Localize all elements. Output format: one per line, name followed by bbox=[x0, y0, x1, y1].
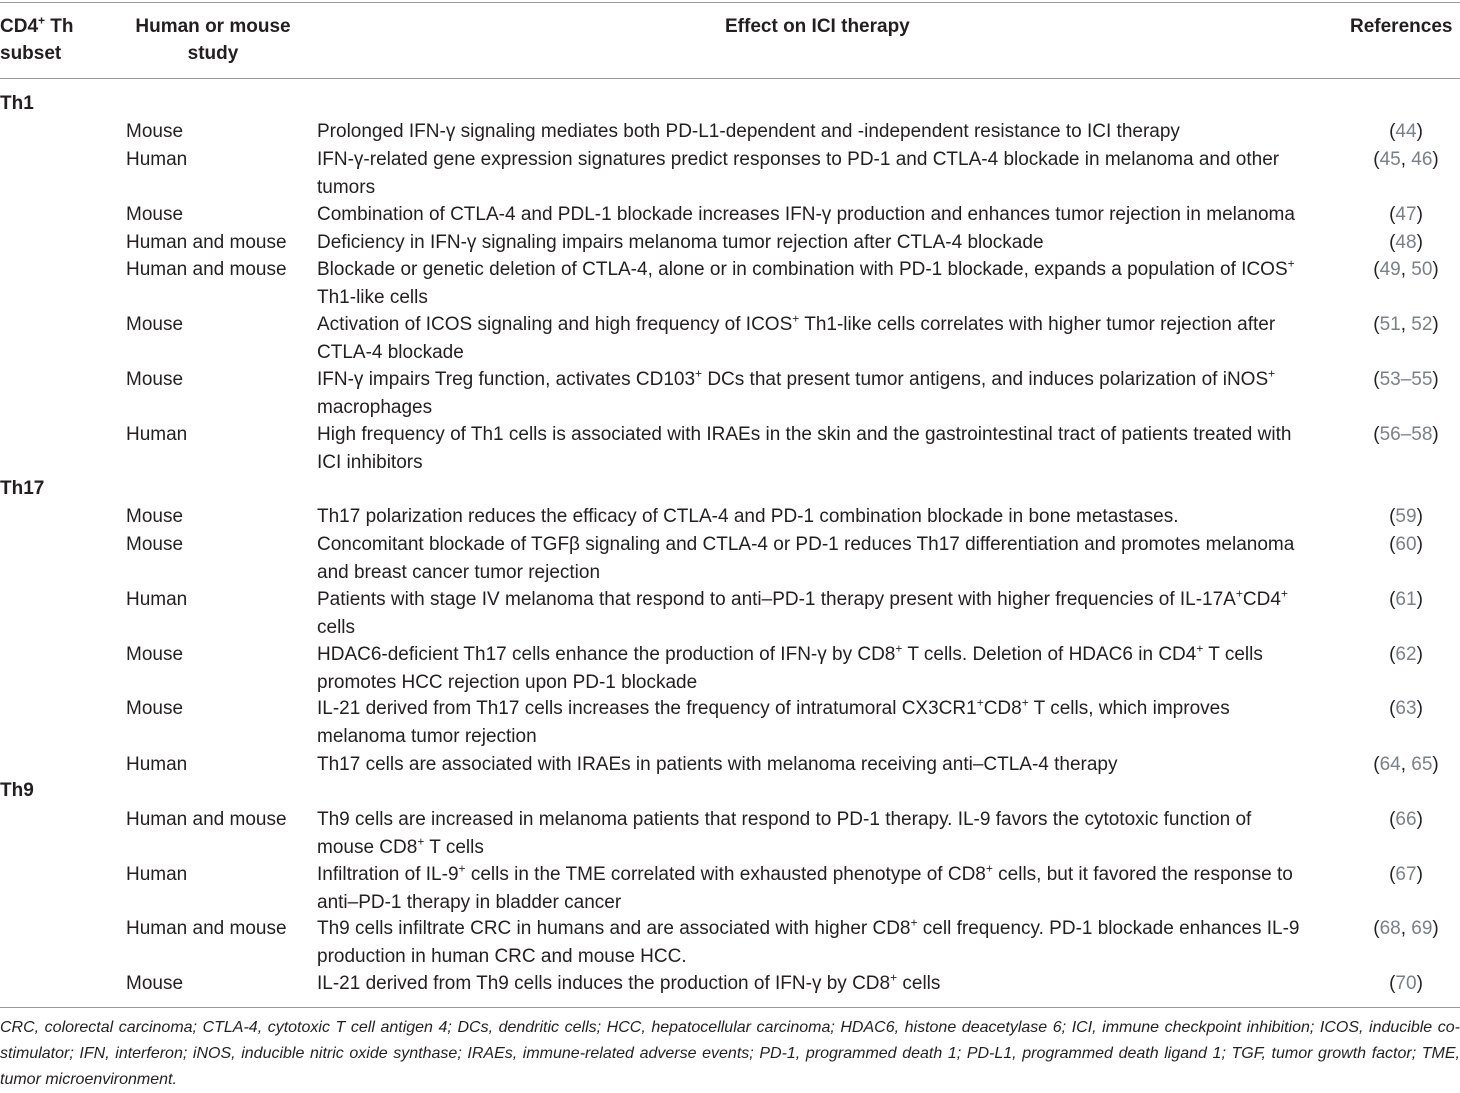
superscript: + bbox=[458, 861, 466, 876]
effect-text-fragment: IL-21 derived from Th17 cells increases the frequency of intratumoral CX3CR1 bbox=[317, 698, 977, 719]
superscript: + bbox=[1268, 366, 1276, 381]
study-type: Mouse bbox=[126, 204, 184, 225]
effect-text-fragment: production in human CRC and mouse HCC. bbox=[317, 945, 687, 967]
references: (53–55) bbox=[1373, 369, 1439, 390]
superscript: + bbox=[890, 970, 898, 985]
effect-text-fragment: CD4 bbox=[1242, 589, 1281, 610]
effect-text-fragment: IFN-γ-related gene expression signatures predict responses to PD-1 and CTLA-4 blockade in melanoma and other bbox=[317, 149, 1280, 170]
references: (66) bbox=[1389, 809, 1423, 830]
study-type: Human bbox=[126, 864, 188, 885]
superscript: + bbox=[1235, 586, 1243, 601]
table-footnote: CRC, colorectal carcinoma; CTLA-4, cytotoxic T cell antigen 4; DCs, dendritic cells; HCC, hepatocellular carcinoma; HDAC6, histone deacetylase 6; ICI, immune checkpoint inhibition; ICOS, inducible co-stimulator; IFN, interferon; iNOS, inducible nitric oxide synthase; IRAEs, immune-related adverse events; PD-1, programmed death 1; PD-L1, programmed death ligand 1; TGF, tumor growth factor; TME, tumor microenvironment. bbox=[0, 1019, 1460, 1088]
references: (60) bbox=[1389, 534, 1423, 555]
effect-text-fragment: macrophages bbox=[317, 396, 433, 418]
header-cd4-subset: CD4+ Th subset bbox=[0, 13, 74, 64]
header-human-or-mouse: Human or mouse study bbox=[135, 16, 291, 64]
reference-link[interactable]: 63 bbox=[1395, 698, 1417, 719]
effect-text bbox=[317, 695, 1357, 750]
reference-link[interactable]: 70 bbox=[1395, 973, 1417, 994]
effect-text-fragment: ICI inhibitors bbox=[317, 451, 423, 473]
reference-link[interactable]: 66 bbox=[1395, 809, 1417, 830]
effect-text-fragment: Th9 cells are increased in melanoma patients that respond to PD-1 therapy. IL-9 favors the cytotoxic function of bbox=[317, 809, 1252, 830]
superscript: + bbox=[417, 834, 425, 849]
effect-text bbox=[317, 311, 1357, 366]
effect-text bbox=[317, 970, 1357, 998]
effect-text-fragment: Th9 cells infiltrate CRC in humans and are associated with higher CD8 bbox=[317, 918, 911, 939]
effect-text-fragment: Prolonged IFN-γ signaling mediates both PD-L1-dependent and -independent resistance to ICI therapy bbox=[317, 121, 1180, 142]
effect-text-fragment: Th1-like cells correlates with higher tumor rejection after bbox=[799, 314, 1276, 335]
effect-text bbox=[317, 861, 1357, 916]
effect-text-fragment: cell frequency. PD-1 blockade enhances IL-9 bbox=[917, 918, 1300, 939]
references: (68, 69) bbox=[1373, 918, 1439, 939]
reference-link[interactable]: 46 bbox=[1411, 149, 1433, 170]
reference-link[interactable]: 59 bbox=[1395, 506, 1417, 527]
header-bottom-rule bbox=[0, 78, 1460, 79]
references: (47) bbox=[1389, 204, 1423, 225]
effect-text bbox=[317, 201, 1357, 229]
reference-link[interactable]: 52 bbox=[1411, 314, 1433, 335]
effect-text-fragment: cells, but it favored the response to bbox=[992, 864, 1293, 885]
effect-text bbox=[317, 229, 1357, 257]
effect-text-fragment: Blockade or genetic deletion of CTLA-4, alone or in combination with PD-1 blockade, expands a population of ICOS bbox=[317, 259, 1288, 280]
effect-text-fragment: and breast cancer tumor rejection bbox=[317, 561, 601, 583]
effect-text bbox=[317, 915, 1357, 970]
header-effect: Effect on ICI therapy bbox=[725, 16, 910, 37]
study-type: Human and mouse bbox=[126, 809, 287, 830]
reference-link[interactable]: 47 bbox=[1395, 204, 1417, 225]
superscript: + bbox=[1021, 695, 1029, 710]
effect-text bbox=[317, 806, 1357, 861]
reference-link[interactable]: 50 bbox=[1411, 259, 1433, 280]
effect-text bbox=[317, 531, 1357, 586]
reference-link[interactable]: 68 bbox=[1379, 918, 1401, 939]
effect-text-fragment: Th17 cells are associated with IRAEs in patients with melanoma receiving anti–CTLA-4 therapy bbox=[317, 754, 1118, 775]
effect-text-fragment: anti–PD-1 therapy in bladder cancer bbox=[317, 891, 622, 913]
references: (44) bbox=[1389, 121, 1423, 142]
study-type: Mouse bbox=[126, 369, 184, 390]
references: (63) bbox=[1389, 698, 1423, 719]
reference-link[interactable]: 44 bbox=[1395, 121, 1417, 142]
references: (48) bbox=[1389, 232, 1423, 253]
study-type: Mouse bbox=[126, 973, 184, 994]
study-type: Human and mouse bbox=[126, 259, 287, 280]
reference-link[interactable]: 45 bbox=[1379, 149, 1401, 170]
effect-text-fragment: T cells bbox=[424, 836, 484, 858]
superscript: + bbox=[1287, 256, 1295, 271]
effect-text bbox=[317, 146, 1357, 201]
section-th17: Th17 bbox=[0, 478, 45, 499]
effect-text-fragment: melanoma tumor rejection bbox=[317, 725, 537, 747]
references: (56–58) bbox=[1373, 424, 1439, 445]
section-th1: Th1 bbox=[0, 93, 34, 114]
reference-link[interactable]: 48 bbox=[1395, 232, 1417, 253]
effect-text-fragment: CTLA-4 blockade bbox=[317, 341, 464, 363]
study-type: Mouse bbox=[126, 644, 184, 665]
effect-text bbox=[317, 751, 1357, 779]
references: (59) bbox=[1389, 506, 1423, 527]
table-bottom-rule bbox=[0, 1007, 1460, 1008]
references: (45, 46) bbox=[1373, 149, 1439, 170]
reference-link[interactable]: 65 bbox=[1411, 754, 1433, 775]
effect-text-fragment: cells in the TME correlated with exhausted phenotype of CD8 bbox=[465, 864, 986, 885]
superscript: + bbox=[1280, 586, 1288, 601]
reference-link[interactable]: 61 bbox=[1395, 589, 1417, 610]
study-type: Human bbox=[126, 589, 188, 610]
reference-link[interactable]: 53–55 bbox=[1379, 369, 1433, 390]
reference-link[interactable]: 51 bbox=[1379, 314, 1401, 335]
effect-text bbox=[317, 256, 1357, 311]
references: (61) bbox=[1389, 589, 1423, 610]
study-type: Mouse bbox=[126, 121, 184, 142]
references: (51, 52) bbox=[1373, 314, 1439, 335]
reference-link[interactable]: 49 bbox=[1379, 259, 1401, 280]
reference-link[interactable]: 69 bbox=[1411, 918, 1433, 939]
effect-text bbox=[317, 586, 1357, 641]
effect-text-fragment: T cells. Deletion of HDAC6 in CD4 bbox=[902, 644, 1197, 665]
superscript: + bbox=[695, 366, 703, 381]
effect-text-fragment: Patients with stage IV melanoma that respond to anti–PD-1 therapy present with higher frequencies of IL-17A bbox=[317, 589, 1236, 610]
effect-text-fragment: Concomitant blockade of TGFβ signaling and CTLA-4 or PD-1 reduces Th17 differentiation and promotes melanoma bbox=[317, 534, 1295, 555]
superscript: + bbox=[976, 695, 984, 710]
effect-text-fragment: IL-21 derived from Th9 cells induces the production of IFN-γ by CD8 bbox=[317, 973, 891, 994]
effect-text bbox=[317, 366, 1357, 421]
references: (62) bbox=[1389, 644, 1423, 665]
effect-text bbox=[317, 503, 1357, 531]
section-th9: Th9 bbox=[0, 780, 34, 801]
reference-link[interactable]: 62 bbox=[1395, 644, 1417, 665]
references: (49, 50) bbox=[1373, 259, 1439, 280]
effect-text-fragment: Combination of CTLA-4 and PDL-1 blockade increases IFN-γ production and enhances tumor rejection in melanoma bbox=[317, 204, 1295, 225]
effect-text-fragment: cells bbox=[317, 616, 356, 638]
superscript: + bbox=[985, 861, 993, 876]
effect-text-fragment: IFN-γ impairs Treg function, activates CD103 bbox=[317, 369, 696, 390]
study-type: Mouse bbox=[126, 698, 184, 719]
header-references: References bbox=[1350, 16, 1453, 37]
effect-text-fragment: T cells, which improves bbox=[1028, 698, 1230, 719]
effect-text-fragment: Activation of ICOS signaling and high frequency of ICOS bbox=[317, 314, 793, 335]
study-type: Mouse bbox=[126, 506, 184, 527]
effect-text-fragment: Deficiency in IFN-γ signaling impairs melanoma tumor rejection after CTLA-4 blockade bbox=[317, 232, 1044, 253]
effect-text bbox=[317, 118, 1357, 146]
table-top-rule bbox=[0, 2, 1460, 3]
references: (70) bbox=[1389, 973, 1423, 994]
study-type: Mouse bbox=[126, 314, 184, 335]
reference-link[interactable]: 64 bbox=[1379, 754, 1401, 775]
effect-text bbox=[317, 641, 1357, 696]
effect-text-fragment: High frequency of Th1 cells is associated with IRAEs in the skin and the gastrointestinal tract of patients treated with bbox=[317, 424, 1292, 445]
effect-text-fragment: cells bbox=[897, 973, 941, 994]
effect-text-fragment: tumors bbox=[317, 176, 376, 198]
effect-text-fragment: promotes HCC rejection upon PD-1 blockade bbox=[317, 671, 698, 693]
effect-text-fragment: DCs that present tumor antigens, and induces polarization of iNOS bbox=[702, 369, 1269, 390]
references: (67) bbox=[1389, 864, 1423, 885]
study-type: Human bbox=[126, 424, 188, 445]
superscript: + bbox=[1196, 641, 1204, 656]
superscript: + bbox=[792, 311, 800, 326]
effect-text bbox=[317, 421, 1357, 476]
effect-text-fragment: T cells bbox=[1203, 644, 1263, 665]
references: (64, 65) bbox=[1373, 754, 1439, 775]
study-type: Human bbox=[126, 754, 188, 775]
effect-text-fragment: mouse CD8 bbox=[317, 836, 418, 858]
study-type: Human bbox=[126, 149, 188, 170]
effect-text-fragment: Th1-like cells bbox=[317, 286, 428, 308]
effect-text-fragment: Th17 polarization reduces the efficacy of CTLA-4 and PD-1 combination blockade in bone metastases. bbox=[317, 506, 1179, 527]
study-type: Human and mouse bbox=[126, 232, 287, 253]
superscript: + bbox=[910, 915, 918, 930]
reference-link[interactable]: 67 bbox=[1395, 864, 1417, 885]
effect-text-fragment: HDAC6-deficient Th17 cells enhance the production of IFN-γ by CD8 bbox=[317, 644, 896, 665]
superscript: + bbox=[895, 641, 903, 656]
effect-text-fragment: Infiltration of IL-9 bbox=[317, 864, 459, 885]
reference-link[interactable]: 60 bbox=[1395, 534, 1417, 555]
study-type: Human and mouse bbox=[126, 918, 287, 939]
study-type: Mouse bbox=[126, 534, 184, 555]
reference-link[interactable]: 56–58 bbox=[1379, 424, 1433, 445]
effect-text-fragment: CD8 bbox=[983, 698, 1022, 719]
